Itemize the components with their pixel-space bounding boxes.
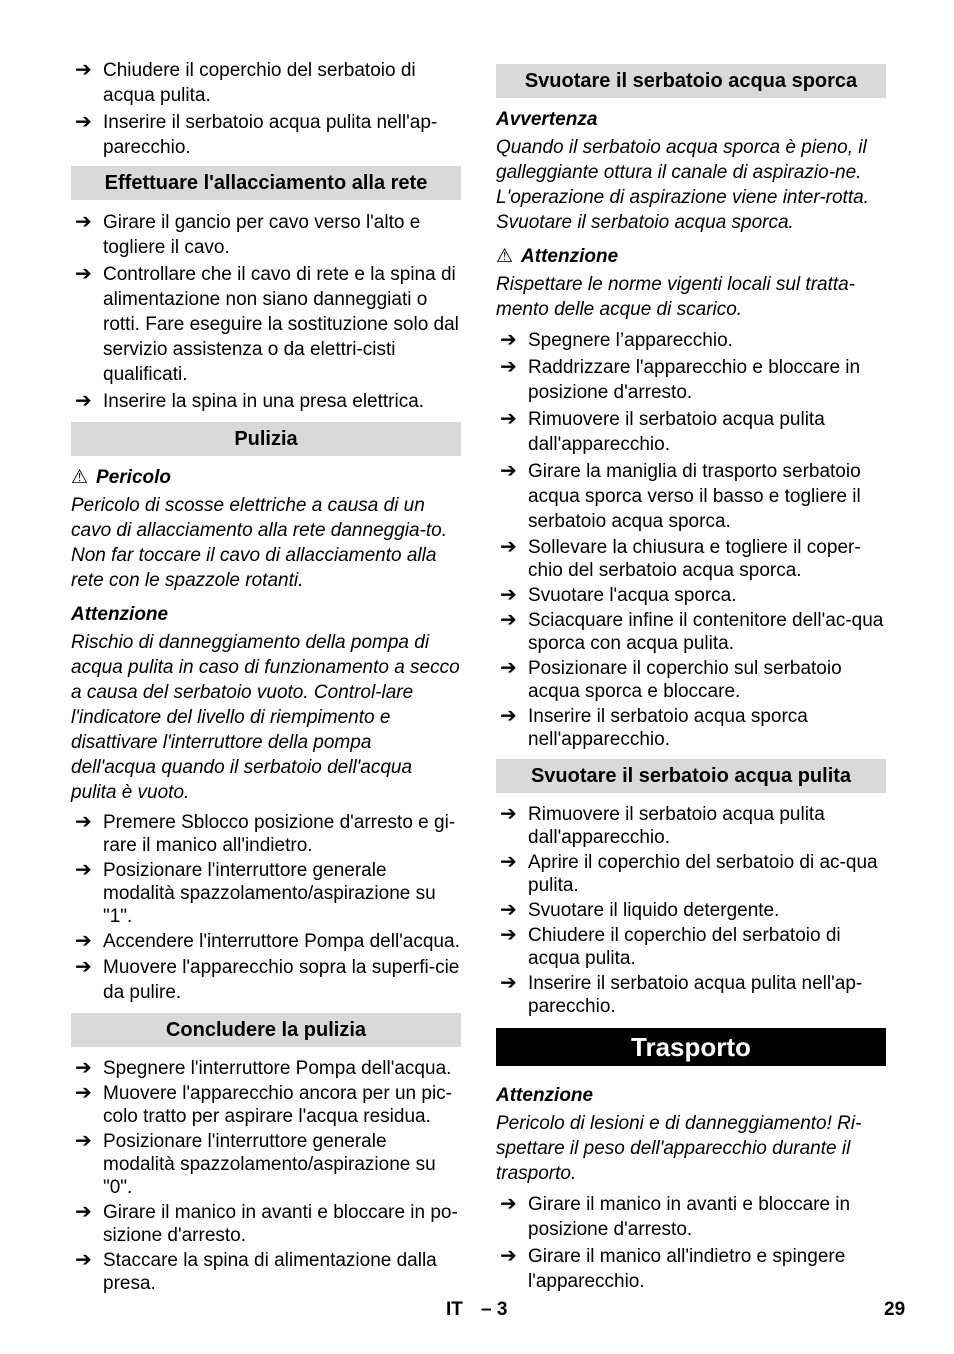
list-item: [496, 536, 886, 582]
arrow-right-icon: ➔: [75, 956, 92, 978]
arrow-right-icon: ➔: [500, 356, 517, 378]
footer-language: IT: [446, 1299, 463, 1320]
right-column: [496, 58, 886, 1296]
list-item: [496, 972, 886, 1018]
warning-triangle-icon: ⚠: [496, 246, 514, 267]
list-item-text: Girare il gancio per cavo verso l'alto e togliere il cavo.: [103, 212, 421, 258]
list-item-text: Inserire la spina in una presa elettrica.: [103, 391, 425, 412]
list-item: [71, 1249, 461, 1295]
list-item-text: Spegnere l'interruttore Pompa dell'acqua.: [103, 1058, 452, 1079]
list-item: [496, 459, 886, 534]
arrow-right-icon: ➔: [75, 263, 92, 285]
chapter-heading-transport: Trasporto: [496, 1028, 886, 1066]
list-item: [71, 930, 461, 953]
list-item: [71, 811, 461, 857]
list-item: [496, 803, 886, 849]
danger-label: ⚠ Pericolo: [71, 467, 172, 488]
list-item: [496, 851, 886, 897]
caution-label: Attenzione: [496, 1085, 594, 1106]
list-item-text: Muovere l'apparecchio sopra la superfi-cie da pulire.: [103, 957, 460, 1003]
list-item: [71, 262, 461, 387]
list-item: [71, 1130, 461, 1199]
list-item: [496, 355, 886, 405]
caution-label: Attenzione: [71, 604, 169, 625]
list-item-text: Inserire il serbatoio acqua pulita nell'ap-parecchio.: [103, 112, 438, 158]
list-item: [71, 389, 461, 414]
arrow-right-icon: ➔: [500, 460, 517, 482]
warning-triangle-icon: ⚠: [71, 467, 89, 488]
list-item-text: Controllare che il cavo di rete e la spina di alimentazione non siano danneggiati o rotti. Fare eseguire la sostituzione solo dal servizio assistenza o da elettri-cisti qualificati.: [103, 264, 459, 385]
list-item-text: Raddrizzare l'apparecchio e bloccare in posizione d'arresto.: [528, 357, 861, 403]
left-column: [71, 58, 461, 1297]
list-item-text: Girare il manico in avanti e bloccare in posizione d'arresto.: [528, 1194, 851, 1240]
arrow-right-icon: ➔: [500, 408, 517, 430]
arrow-right-icon: ➔: [75, 59, 92, 81]
arrow-right-icon: ➔: [75, 1082, 92, 1104]
caution-text: Rispettare le norme vigenti locali sul tratta-mento delle acque di scarico.: [496, 274, 856, 320]
list-item-text: Chiudere il coperchio del serbatoio di acqua pulita.: [103, 60, 416, 106]
section-heading-finish-cleaning: Concludere la pulizia: [71, 1013, 461, 1047]
arrow-right-icon: ➔: [75, 859, 92, 881]
arrow-right-icon: ➔: [500, 803, 517, 825]
list-item-text: Inserire il serbatoio acqua sporca nell'apparecchio.: [528, 706, 808, 750]
list-item: [496, 899, 886, 922]
arrow-right-icon: ➔: [500, 705, 517, 727]
list-item-text: Accendere l'interruttore Pompa dell'acqua.: [103, 931, 460, 952]
arrow-right-icon: ➔: [75, 1249, 92, 1271]
list-item: [71, 859, 461, 928]
list-item-text: Girare il manico all'indietro e spingere l'apparecchio.: [528, 1246, 846, 1292]
list-item: [496, 407, 886, 457]
arrow-right-icon: ➔: [75, 211, 92, 233]
caution-text: Rischio di danneggiamento della pompa di acqua pulita in caso di funzionamento a secco a causa del serbatoio vuoto. Control-lare l'indicatore del livello di riempimento e disattivare l'interruttore della pompa dell'acqua quando il serbatoio dell'acqua pulita è vuoto.: [71, 632, 460, 803]
arrow-right-icon: ➔: [75, 1130, 92, 1152]
list-item-text: Posizionare il coperchio sul serbatoio acqua sporca e bloccare.: [528, 658, 842, 702]
arrow-right-icon: ➔: [75, 930, 92, 952]
list-item-text: Girare il manico in avanti e bloccare in po-sizione d'arresto.: [103, 1202, 458, 1246]
list-item-text: Svuotare il liquido detergente.: [528, 900, 780, 921]
list-item: [71, 210, 461, 260]
list-item-text: Staccare la spina di alimentazione dalla presa.: [103, 1250, 437, 1294]
list-item: [496, 705, 886, 751]
list-item-text: Rimuovere il serbatoio acqua pulita dall'apparecchio.: [528, 409, 825, 455]
list-item: [71, 1201, 461, 1247]
list-item: [496, 924, 886, 970]
list-item: [71, 110, 461, 160]
list-item: [71, 58, 461, 108]
list-item: [71, 955, 461, 1005]
section-heading-empty-clean-tank: Svuotare il serbatoio acqua pulita: [496, 759, 886, 793]
list-item-text: Chiudere il coperchio del serbatoio di acqua pulita.: [528, 925, 841, 969]
list-item-text: Sollevare la chiusura e togliere il coper-chio del serbatoio acqua sporca.: [528, 537, 861, 581]
arrow-right-icon: ➔: [500, 1245, 517, 1267]
footer-page-number: 29: [884, 1299, 906, 1320]
list-item-text: Spegnere l’apparecchio.: [528, 330, 733, 351]
list-item-text: Rimuovere il serbatoio acqua pulita dall'apparecchio.: [528, 804, 825, 848]
section-heading-empty-dirty-tank: Svuotare il serbatoio acqua sporca: [496, 64, 886, 98]
list-item-text: Posizionare l'interruttore generale modalità spazzolamento/aspirazione su "1".: [103, 860, 436, 927]
list-item-text: Inserire il serbatoio acqua pulita nell'ap-parecchio.: [528, 973, 863, 1017]
arrow-right-icon: ➔: [500, 1193, 517, 1215]
list-item-text: Aprire il coperchio del serbatoio di ac-qua pulita.: [528, 852, 878, 896]
list-item: [496, 609, 886, 655]
list-item: [496, 584, 886, 607]
arrow-right-icon: ➔: [500, 536, 517, 558]
arrow-right-icon: ➔: [500, 329, 517, 351]
list-item-text: Girare la maniglia di trasporto serbatoio acqua sporca verso il basso e togliere il serbatoio acqua sporca.: [528, 461, 861, 532]
notice-text: Quando il serbatoio acqua sporca è pieno, il galleggiante ottura il canale di aspirazio-ne. L'operazione di aspirazione viene inter-rotta. Svuotare il serbatoio acqua sporca.: [496, 137, 869, 233]
list-item-text: Premere Sblocco posizione d'arresto e gi-rare il manico all'indietro.: [103, 812, 456, 856]
list-item: [71, 1057, 461, 1080]
section-heading-mains-connection: Effettuare l'allacciamento alla rete: [71, 166, 461, 200]
list-item-text: Posizionare l'interruttore generale modalità spazzolamento/aspirazione su "0".: [103, 1131, 436, 1198]
arrow-right-icon: ➔: [500, 851, 517, 873]
caution-text: Pericolo di lesioni e di danneggiamento! Ri-spettare il peso dell'apparecchio durante il trasporto.: [496, 1113, 862, 1184]
caution-label: ⚠ Attenzione: [496, 246, 619, 267]
arrow-right-icon: ➔: [75, 1057, 92, 1079]
arrow-right-icon: ➔: [500, 609, 517, 631]
list-item: [496, 1244, 886, 1294]
arrow-right-icon: ➔: [500, 972, 517, 994]
list-item-text: Sciacquare infine il contenitore dell'ac-qua sporca con acqua pulita.: [528, 610, 884, 654]
notice-label: Avvertenza: [496, 109, 598, 130]
arrow-right-icon: ➔: [75, 811, 92, 833]
arrow-right-icon: ➔: [75, 111, 92, 133]
list-item: [71, 1082, 461, 1128]
arrow-right-icon: ➔: [500, 899, 517, 921]
footer-section-page: – 3: [481, 1299, 508, 1320]
arrow-right-icon: ➔: [500, 924, 517, 946]
arrow-right-icon: ➔: [500, 657, 517, 679]
list-item-text: Muovere l'apparecchio ancora per un pic-colo tratto per aspirare l'acqua residua.: [103, 1083, 452, 1127]
danger-text: Pericolo di scosse elettriche a causa di un cavo di allacciamento alla rete danneggia-to. Non far toccare il cavo di allacciamento alla rete con le spazzole rotanti.: [71, 495, 448, 591]
arrow-right-icon: ➔: [500, 584, 517, 606]
list-item: [496, 1192, 886, 1242]
list-item-text: Svuotare l'acqua sporca.: [528, 585, 737, 606]
list-item: [496, 328, 886, 353]
list-item: [496, 657, 886, 703]
section-heading-cleaning: Pulizia: [71, 422, 461, 456]
arrow-right-icon: ➔: [75, 1201, 92, 1223]
arrow-right-icon: ➔: [75, 390, 92, 412]
